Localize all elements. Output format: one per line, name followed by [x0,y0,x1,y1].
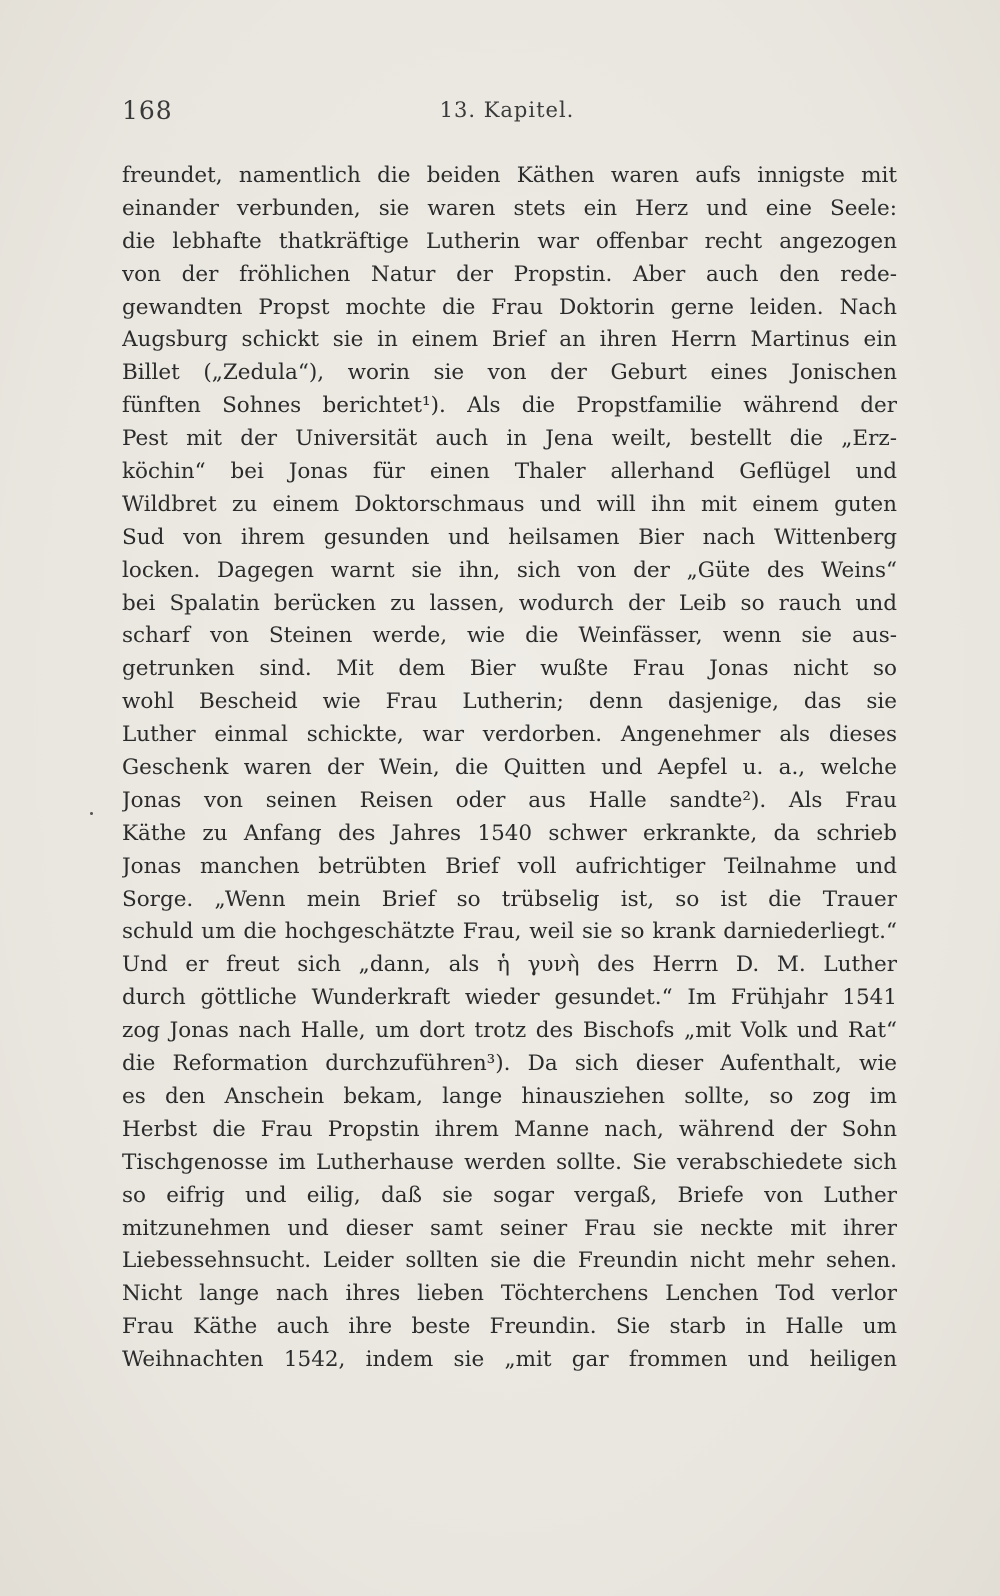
page-number: 168 [122,96,173,125]
text-line: Sud von ihrem gesunden und heilsamen Bier nach Wittenberg [122,524,897,550]
text-line: getrunken sind. Mit dem Bier wußte Frau Jonas nicht so [122,656,897,682]
text-line: Und er freut sich „dann, als ἡ γυνὴ des Herrn D. M. Luther [122,952,897,978]
text-line: Sorge. „Wenn mein Brief so trübselig ist, so ist die Trauer [122,886,897,912]
text-line: schuld um die hochgeschätzte Frau, weil sie so krank darniederliegt.“ [122,919,897,945]
text-line: locken. Dagegen warnt sie ihn, sich von der „Güte des Weins“ [122,557,897,583]
text-line: scharf von Steinen werde, wie die Weinfässer, wenn sie aus- [122,623,897,649]
text-line: so eifrig und eilig, daß sie sogar vergaß, Briefe von Luther [122,1182,897,1208]
text-line: die Reformation durchzuführen³). Da sich dieser Aufenthalt, wie [122,1051,897,1077]
text-line: es den Anschein bekam, lange hinausziehen sollte, so zog im [122,1083,897,1109]
text-line: einander verbunden, sie waren stets ein Herz und eine Seele: [122,195,897,221]
running-head: 13. Kapitel. [439,98,575,122]
text-line: gewandten Propst mochte die Frau Doktorin gerne leiden. Nach [122,294,897,320]
text-line: von der fröhlichen Natur der Propstin. Aber auch den rede- [122,261,897,287]
text-line: Liebessehnsucht. Leider sollten sie die Freundin nicht mehr sehen. [122,1248,897,1274]
text-line: die lebhafte thatkräftige Lutherin war offenbar recht angezogen [122,228,897,254]
text-line: Tischgenosse im Lutherhause werden sollte. Sie verabschiedete sich [122,1149,897,1175]
text-line: Jonas manchen betrübten Brief voll aufrichtiger Teilnahme und [122,853,897,879]
body-text [122,160,897,1377]
text-line: freundet, namentlich die beiden Käthen waren aufs innigste mit [122,163,897,188]
text-line: Käthe zu Anfang des Jahres 1540 schwer erkrankte, da schrieb [122,820,897,846]
text-line: durch göttliche Wunderkraft wieder gesundet.“ Im Frühjahr 1541 [122,985,897,1011]
text-line: Billet („Zedula“), worin sie von der Geburt eines Jonischen [122,360,897,386]
text-line: Nicht lange nach ihres lieben Töchterchens Lenchen Tod verlor [122,1281,897,1307]
text-line: bei Spalatin berücken zu lassen, wodurch der Leib so rauch und [122,590,897,616]
page-header [122,96,892,136]
text-line: köchin“ bei Jonas für einen Thaler allerhand Geflügel und [122,459,897,485]
text-line: Frau Käthe auch ihre beste Freundin. Sie starb in Halle um [122,1314,897,1340]
text-line: Weihnachten 1542, indem sie „mit gar frommen und heiligen [122,1347,897,1373]
text-line: mitzunehmen und dieser samt seiner Frau sie neckte mit ihrer [122,1215,897,1241]
text-line: Luther einmal schickte, war verdorben. Angenehmer als dieses [122,722,897,748]
text-line: Jonas von seinen Reisen oder aus Halle sandte²). Als Frau [122,787,897,813]
text-line: wohl Bescheid wie Frau Lutherin; denn dasjenige, das sie [122,689,897,715]
text-line: Geschenk waren der Wein, die Quitten und Aepfel u. a., welche [122,755,897,781]
text-line: Herbst die Frau Propstin ihrem Manne nach, während der Sohn [122,1116,897,1142]
text-line: Wildbret zu einem Doktorschmaus und will ihn mit einem guten [122,491,897,517]
text-line: Pest mit der Universität auch in Jena weilt, bestellt die „Erz- [122,426,897,452]
text-line: zog Jonas nach Halle, um dort trotz des Bischofs „mit Volk und Rat“ [122,1018,897,1044]
text-line: fünften Sohnes berichtet¹). Als die Propstfamilie während der [122,393,897,419]
ink-speck [90,812,93,815]
text-line: Augsburg schickt sie in einem Brief an ihren Herrn Martinus ein [122,327,897,353]
